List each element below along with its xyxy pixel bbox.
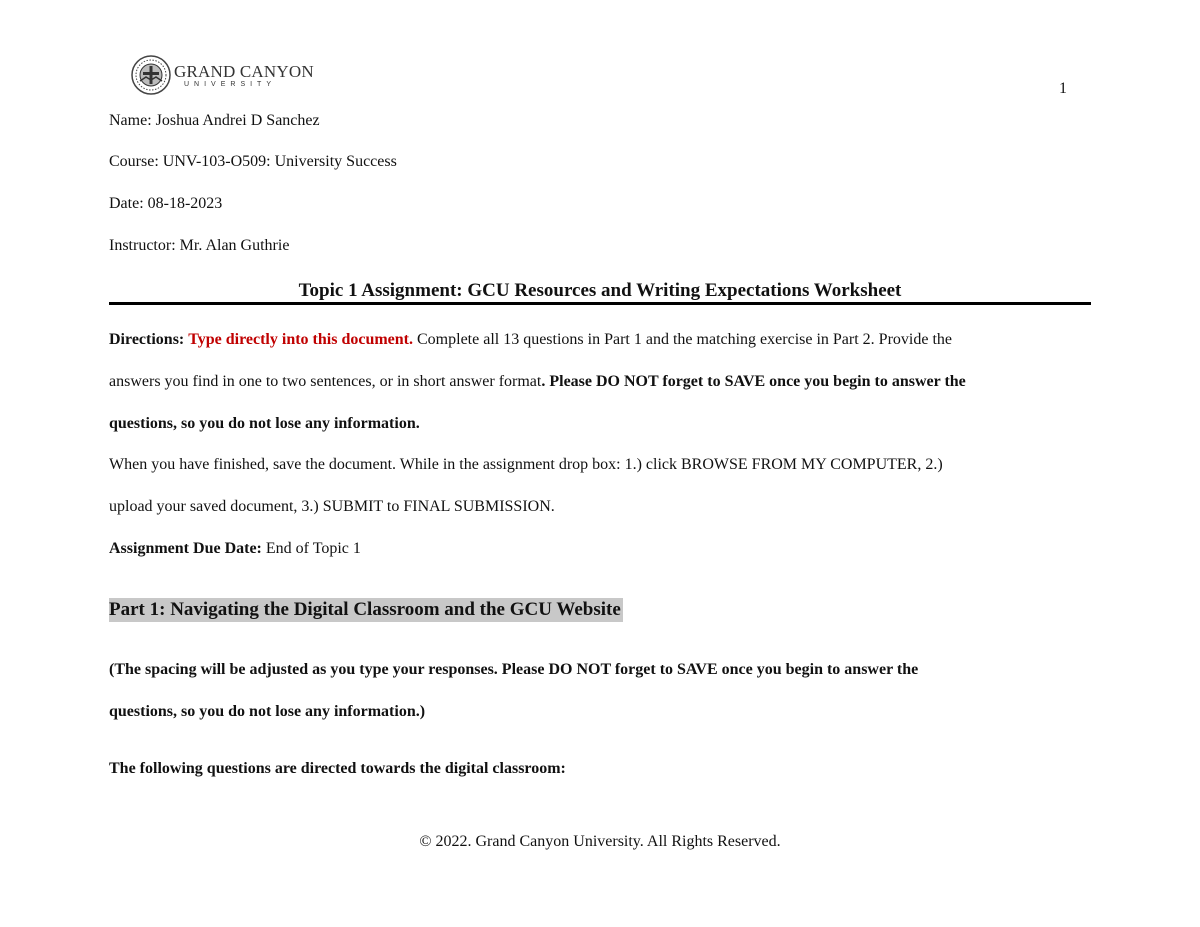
date-info: Date: 08-18-2023 [109,195,223,212]
student-name: Name: Joshua Andrei D Sanchez [109,112,320,129]
logo-wordmark: GRAND CANYON [174,61,314,81]
directions-text-2: answers you find in one to two sentences, or in short answer format [109,373,542,390]
page-number: 1 [1059,80,1067,97]
submission-instructions-2: upload your saved document, 3.) SUBMIT to FINAL SUBMISSION. [109,498,555,515]
title-divider [109,302,1091,305]
directions-text: Complete all 13 questions in Part 1 and the matching exercise in Part 2. Provide the [413,331,952,348]
part1-heading: Part 1: Navigating the Digital Classroom and the GCU Website [109,599,621,620]
instructor-info: Instructor: Mr. Alan Guthrie [109,237,290,254]
copyright-footer: © 2022. Grand Canyon University. All Rights Reserved. [419,833,781,850]
submission-instructions-1: When you have finished, save the document. While in the assignment drop box: 1.) click BROWSE FROM MY COMPUTER, 2.) [109,456,943,473]
due-date [109,540,1099,558]
logo-subtext: UNIVERSITY [184,80,277,88]
directions-label: Directions: [109,331,185,348]
due-date-label: Assignment Due Date: [109,540,262,557]
part1-intro: The following questions are directed towards the digital classroom: [109,760,566,777]
save-reminder: . Please DO NOT forget to SAVE once you begin to answer the [541,373,966,390]
directions-line-3: questions, so you do not lose any information. [109,415,420,432]
directions-line-2 [109,373,1099,391]
part1-note-line-1: (The spacing will be adjusted as you type your responses. Please DO NOT forget to SAVE once you begin to answer the [109,661,919,678]
document-title: Topic 1 Assignment: GCU Resources and Writing Expectations Worksheet [298,280,902,301]
course-info: Course: UNV-103-O509: University Success [109,153,397,170]
directions-highlight: Type directly into this document. [188,331,413,348]
university-logo [131,54,314,96]
directions-line-1 [109,331,1099,349]
due-date-value: End of Topic 1 [261,540,361,557]
part1-note-line-2: questions, so you do not lose any information.) [109,703,426,720]
university-seal-icon [131,55,171,95]
